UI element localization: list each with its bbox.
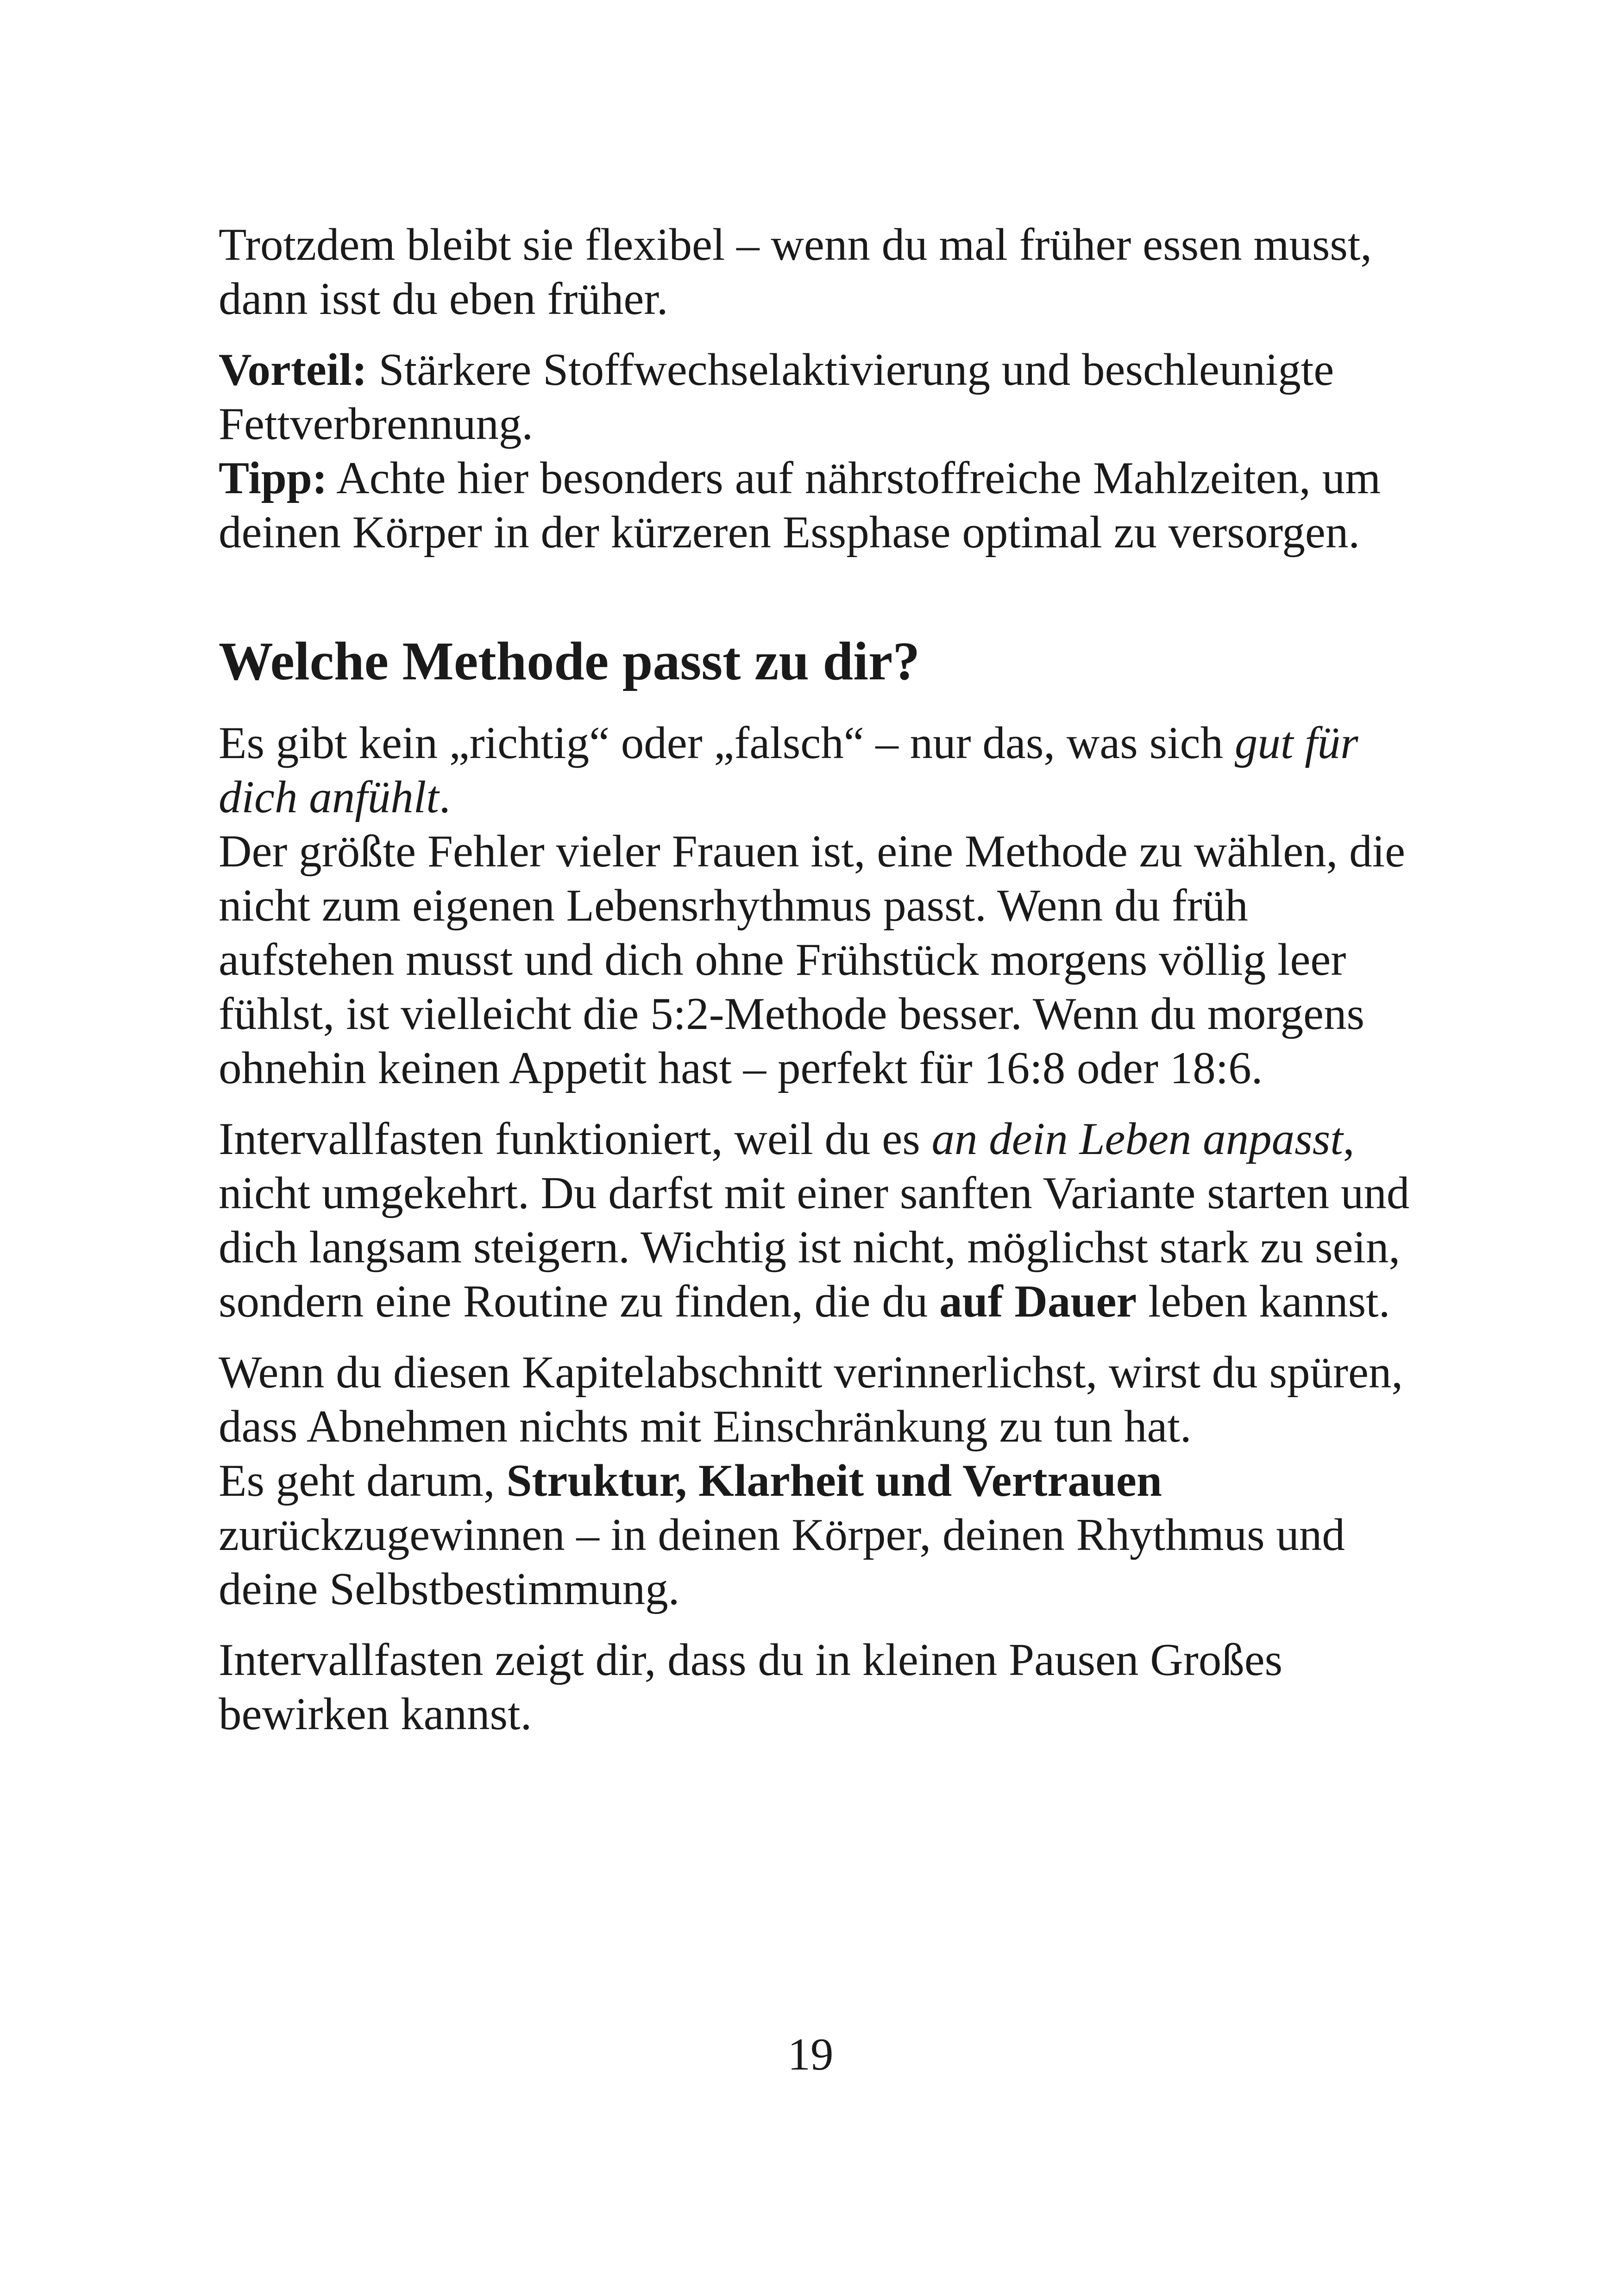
- method-choice-italic: gut für dich anfühlt: [219, 718, 1358, 822]
- paragraph-flexibility-text: Trotzdem bleibt sie flexibel – wenn du mal früher essen musst, dann isst du eben früher.: [219, 220, 1372, 324]
- paragraph-flexibility: [219, 218, 1432, 326]
- paragraph-method-choice: [219, 716, 1432, 1095]
- paragraph-internalize: [219, 1345, 1432, 1616]
- internalize-text-1: Wenn du diesen Kapitelabschnitt verinnerlichst, wirst du spüren, dass Abnehmen nichts mit Einschränkung zu tun hat.: [219, 1347, 1403, 1452]
- text-tipp: Achte hier besonders auf nährstoffreiche Mahlzeiten, um deinen Körper in der kürzeren Essphase optimal zu versorgen.: [219, 453, 1381, 558]
- adapt-text-3: leben kannst.: [1137, 1276, 1390, 1327]
- method-choice-text-2: .: [439, 772, 451, 822]
- adapt-text-1: Intervallfasten funktioniert, weil du es: [219, 1114, 932, 1164]
- page-body-text: [219, 218, 1432, 1741]
- adapt-italic: an dein Leben anpasst: [931, 1114, 1343, 1164]
- paragraph-conclusion: [219, 1633, 1432, 1741]
- internalize-bold: Struktur, Klarheit und Vertrauen: [506, 1455, 1162, 1506]
- method-choice-text-1: Es gibt kein „richtig“ oder „falsch“ – nur das, was sich: [219, 718, 1235, 768]
- label-vorteil: Vorteil:: [219, 345, 367, 395]
- adapt-text-2: , nicht umgekehrt. Du darfst mit einer sanften Variante starten und dich langsam steigern. Wichtig ist nicht, möglichst stark zu sein, sondern eine Routine zu finden, die du: [219, 1114, 1410, 1327]
- adapt-bold: auf Dauer: [939, 1276, 1137, 1327]
- label-tipp: Tipp:: [219, 453, 327, 503]
- paragraph-adapt: [219, 1112, 1432, 1329]
- internalize-text-2: Es geht darum,: [219, 1455, 507, 1506]
- section-heading: Welche Methode passt zu dir?: [219, 631, 920, 691]
- page-number: 19: [787, 2029, 834, 2080]
- paragraph-advantage-tip: [219, 343, 1432, 559]
- conclusion-text: Intervallfasten zeigt dir, dass du in kleinen Pausen Großes bewirken kannst.: [219, 1635, 1283, 1739]
- internalize-text-3: zurückzugewinnen – in deinen Körper, deinen Rhythmus und deine Selbstbestimmung.: [219, 1510, 1345, 1614]
- text-vorteil: Stärkere Stoffwechselaktivierung und beschleunigte Fettverbrennung.: [219, 345, 1334, 449]
- method-choice-text-3: Der größte Fehler vieler Frauen ist, eine Methode zu wählen, die nicht zum eigenen Lebensrhythmus passt. Wenn du früh aufstehen musst und dich ohne Frühstück morgens völlig leer fühlst, ist vielleicht die 5:2-Methode besser. Wenn du morgens ohnehin keinen Appetit hast – perfekt für 16:8 oder 18:6.: [219, 826, 1406, 1093]
